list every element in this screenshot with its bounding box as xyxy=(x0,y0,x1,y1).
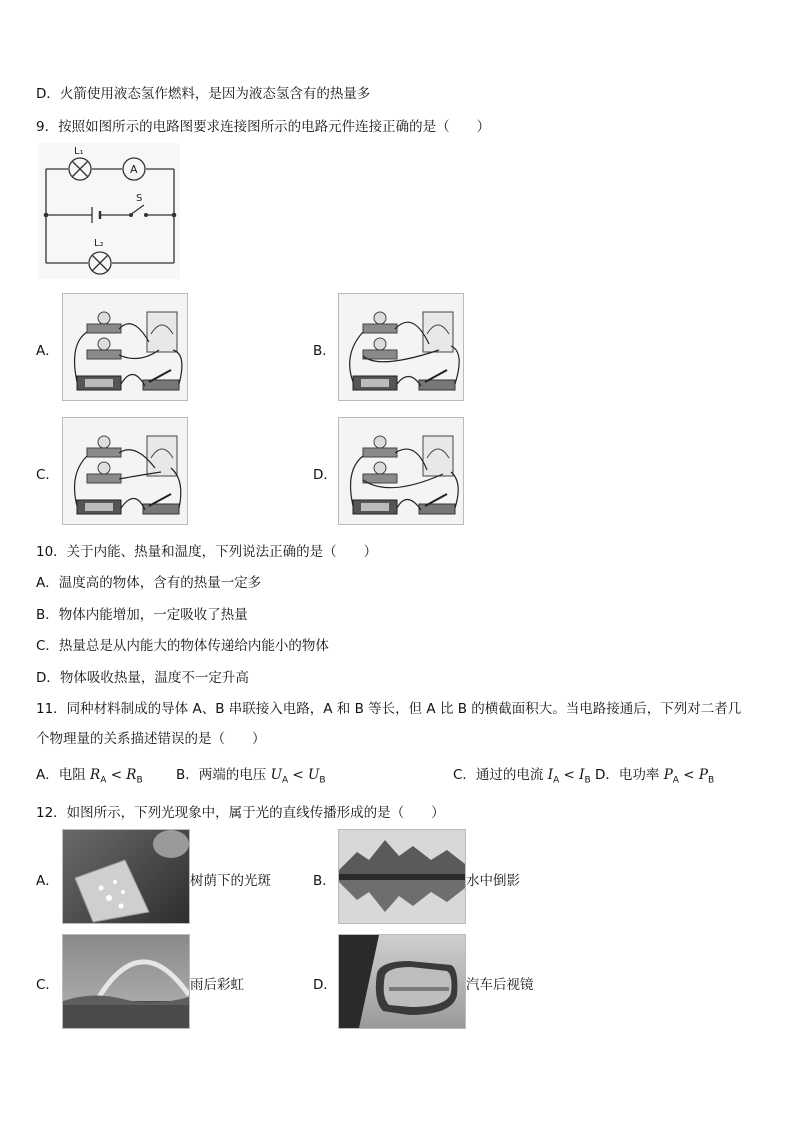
q12-stem: 12．如图所示，下列光现象中，属于光的直线传播形成的是（ ） xyxy=(36,805,445,821)
q12-option-d-caption: 汽车后视镜 xyxy=(466,977,534,993)
q9-option-d-label: D． xyxy=(313,467,337,483)
q12-option-c-caption: 雨后彩虹 xyxy=(190,977,244,993)
q10-option-b: B．物体内能增加，一定吸收了热量 xyxy=(36,607,248,623)
L1-label: L₁ xyxy=(74,146,84,157)
L2-label: L₂ xyxy=(94,238,104,249)
q12-option-a-caption: 树荫下的光斑 xyxy=(190,873,271,889)
q10-option-a: A．温度高的物体，含有的热量一定多 xyxy=(36,575,262,591)
q9-option-c-label: C． xyxy=(36,467,59,483)
q9-option-b-label: B． xyxy=(313,343,336,359)
q8-option-d: D．火箭使用液态氢作燃料，是因为液态氢含有的热量多 xyxy=(36,86,371,102)
q12-option-d-label: D． xyxy=(313,977,337,993)
q9-option-d-image xyxy=(338,417,464,525)
q9-option-a-label: A． xyxy=(36,343,59,359)
q12-option-b-label: B． xyxy=(313,873,336,889)
q10-option-c: C．热量总是从内能大的物体传递给内能小的物体 xyxy=(36,638,329,654)
q12-option-a-label: A． xyxy=(36,873,59,889)
q9-option-a-image xyxy=(62,293,188,401)
q11-option-c: C．通过的电流 $I_A < I_B$ D．电功率 $P_A < P_B$ xyxy=(453,767,715,786)
q11-option-a: A．电阻 $R_A < R_B$ xyxy=(36,767,143,786)
q9-option-c-image xyxy=(62,417,188,525)
q11-stem-line1: 11．同种材料制成的导体 A、B 串联接入电路，A 和 B 等长，但 A 比 B 的横截面积大。当电路接通后，下列对二者几 xyxy=(36,701,742,717)
q11-option-b: B．两端的电压 $U_A < U_B$ xyxy=(176,767,326,786)
q12-option-a-image xyxy=(62,829,190,924)
q9-option-b-image xyxy=(338,293,464,401)
q12-option-d-image xyxy=(338,934,466,1029)
q12-option-b-image xyxy=(338,829,466,924)
q10-stem: 10．关于内能、热量和温度，下列说法正确的是（ ） xyxy=(36,544,378,560)
q11-stem-line2: 个物理量的关系描述错误的是（ ） xyxy=(36,731,266,747)
q11-option-d: D．电功率 $P_A < P_B$ xyxy=(594,767,715,786)
q10-option-d: D．物体吸收热量，温度不一定升高 xyxy=(36,670,249,686)
q12-option-c-image xyxy=(62,934,190,1029)
ammeter-label: A xyxy=(130,163,138,176)
switch-label: S xyxy=(136,193,143,204)
q12-option-b-caption: 水中倒影 xyxy=(466,873,520,889)
q9-stem: 9．按照如图所示的电路图要求连接图所示的电路元件连接正确的是（ ） xyxy=(36,119,491,135)
q9-circuit-diagram xyxy=(38,143,180,279)
q12-option-c-label: C． xyxy=(36,977,59,993)
